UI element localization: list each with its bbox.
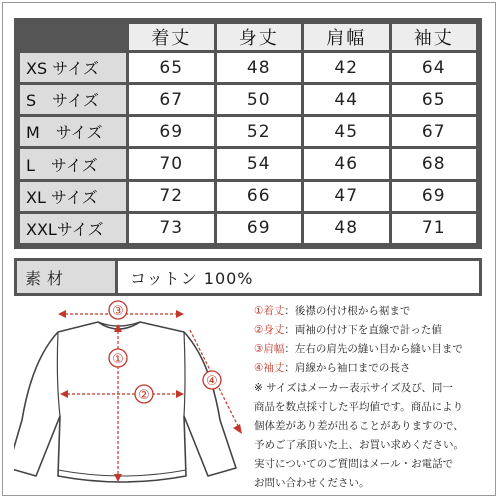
table-cell: 73 — [129, 214, 214, 243]
note-sleeve — [254, 359, 494, 378]
note-text: ：後襟の付け根から裾まで — [284, 305, 411, 317]
marker-2: ② — [138, 388, 150, 403]
table-cell: 65 — [392, 85, 477, 114]
row-label-m: M サイズ — [20, 117, 126, 146]
column-header-length: 着丈 — [129, 24, 214, 50]
material-value: コットン 100% — [118, 261, 479, 293]
table-cell: 46 — [304, 149, 389, 178]
table-cell: 67 — [392, 117, 477, 146]
material-row — [14, 258, 482, 296]
arrow-head — [176, 310, 184, 318]
table-row — [20, 149, 476, 178]
table-cell: 69 — [217, 214, 302, 243]
table-cell: 48 — [304, 214, 389, 243]
note-marker: ②身丈 — [254, 324, 285, 336]
table-cell: 69 — [129, 117, 214, 146]
table-row — [20, 53, 476, 82]
arrow-head — [58, 310, 66, 318]
note-marker: ③肩幅 — [254, 343, 285, 355]
note-shoulder — [254, 340, 494, 359]
table-cell: 66 — [217, 182, 302, 211]
table-cell: 64 — [392, 53, 477, 82]
garment-measurement-diagram — [14, 300, 250, 492]
table-cell: 67 — [129, 85, 214, 114]
marker-4: ④ — [206, 374, 218, 389]
table-cell: 52 — [217, 117, 302, 146]
note-marker: ④袖丈 — [254, 362, 285, 374]
size-chart-table — [14, 18, 482, 249]
row-label-xs: XS サイズ — [20, 53, 126, 82]
remark-line: 商品を数点採寸した平均値です。商品により — [254, 401, 464, 413]
row-label-l: L サイズ — [20, 149, 126, 178]
row-label-xxl: XXLサイズ — [20, 214, 126, 243]
column-header-shoulder-width: 肩幅 — [304, 24, 389, 50]
note-text: ：両袖の付け下を直線で計った値 — [284, 324, 442, 336]
table-row — [20, 214, 476, 243]
row-label-xl: XL サイズ — [20, 182, 126, 211]
measurement-notes — [254, 302, 494, 493]
note-body-length — [254, 321, 494, 340]
table-cell: 65 — [129, 53, 214, 82]
table-row — [20, 182, 476, 211]
table-cell: 70 — [129, 149, 214, 178]
table-cell: 45 — [304, 117, 389, 146]
table-corner — [20, 24, 126, 50]
note-text: ：肩線から袖口までの長さ — [284, 362, 411, 374]
table-cell: 72 — [129, 182, 214, 211]
column-header-body-length: 身丈 — [217, 24, 302, 50]
note-marker: ①着丈 — [254, 305, 285, 317]
remark-line: 実寸についてのご質問はメール・お電話で — [254, 458, 454, 470]
material-label: 素材 — [17, 261, 115, 293]
remark-line: 予めご了承頂いた上、お買い求めください。 — [254, 439, 464, 451]
marker-3: ③ — [112, 304, 124, 319]
table-header-row — [20, 24, 476, 50]
table-cell: 69 — [392, 182, 477, 211]
table-row — [20, 85, 476, 114]
row-label-s: S サイズ — [20, 85, 126, 114]
table-cell: 54 — [217, 149, 302, 178]
column-header-sleeve-length: 袖丈 — [392, 24, 477, 50]
table-cell: 48 — [217, 53, 302, 82]
remark-line: 個体差があり差が出ることがありますので、 — [254, 420, 464, 432]
remark-line: ※ サイズはメーカー表示サイズ及び、同一 — [254, 382, 453, 394]
marker-1: ① — [112, 352, 124, 367]
note-length — [254, 302, 494, 321]
table-cell: 42 — [304, 53, 389, 82]
remark-line: お問い合わせください。 — [254, 477, 370, 489]
shirt-outline — [14, 322, 236, 482]
table-row — [20, 117, 476, 146]
table-cell: 71 — [392, 214, 477, 243]
table-cell: 68 — [392, 149, 477, 178]
table-cell: 50 — [217, 85, 302, 114]
table-cell: 44 — [304, 85, 389, 114]
note-text: ：左右の肩先の縫い目から縫い目まで — [284, 343, 463, 355]
size-remark — [254, 379, 494, 493]
arrow-head — [233, 424, 242, 434]
table-cell: 47 — [304, 182, 389, 211]
